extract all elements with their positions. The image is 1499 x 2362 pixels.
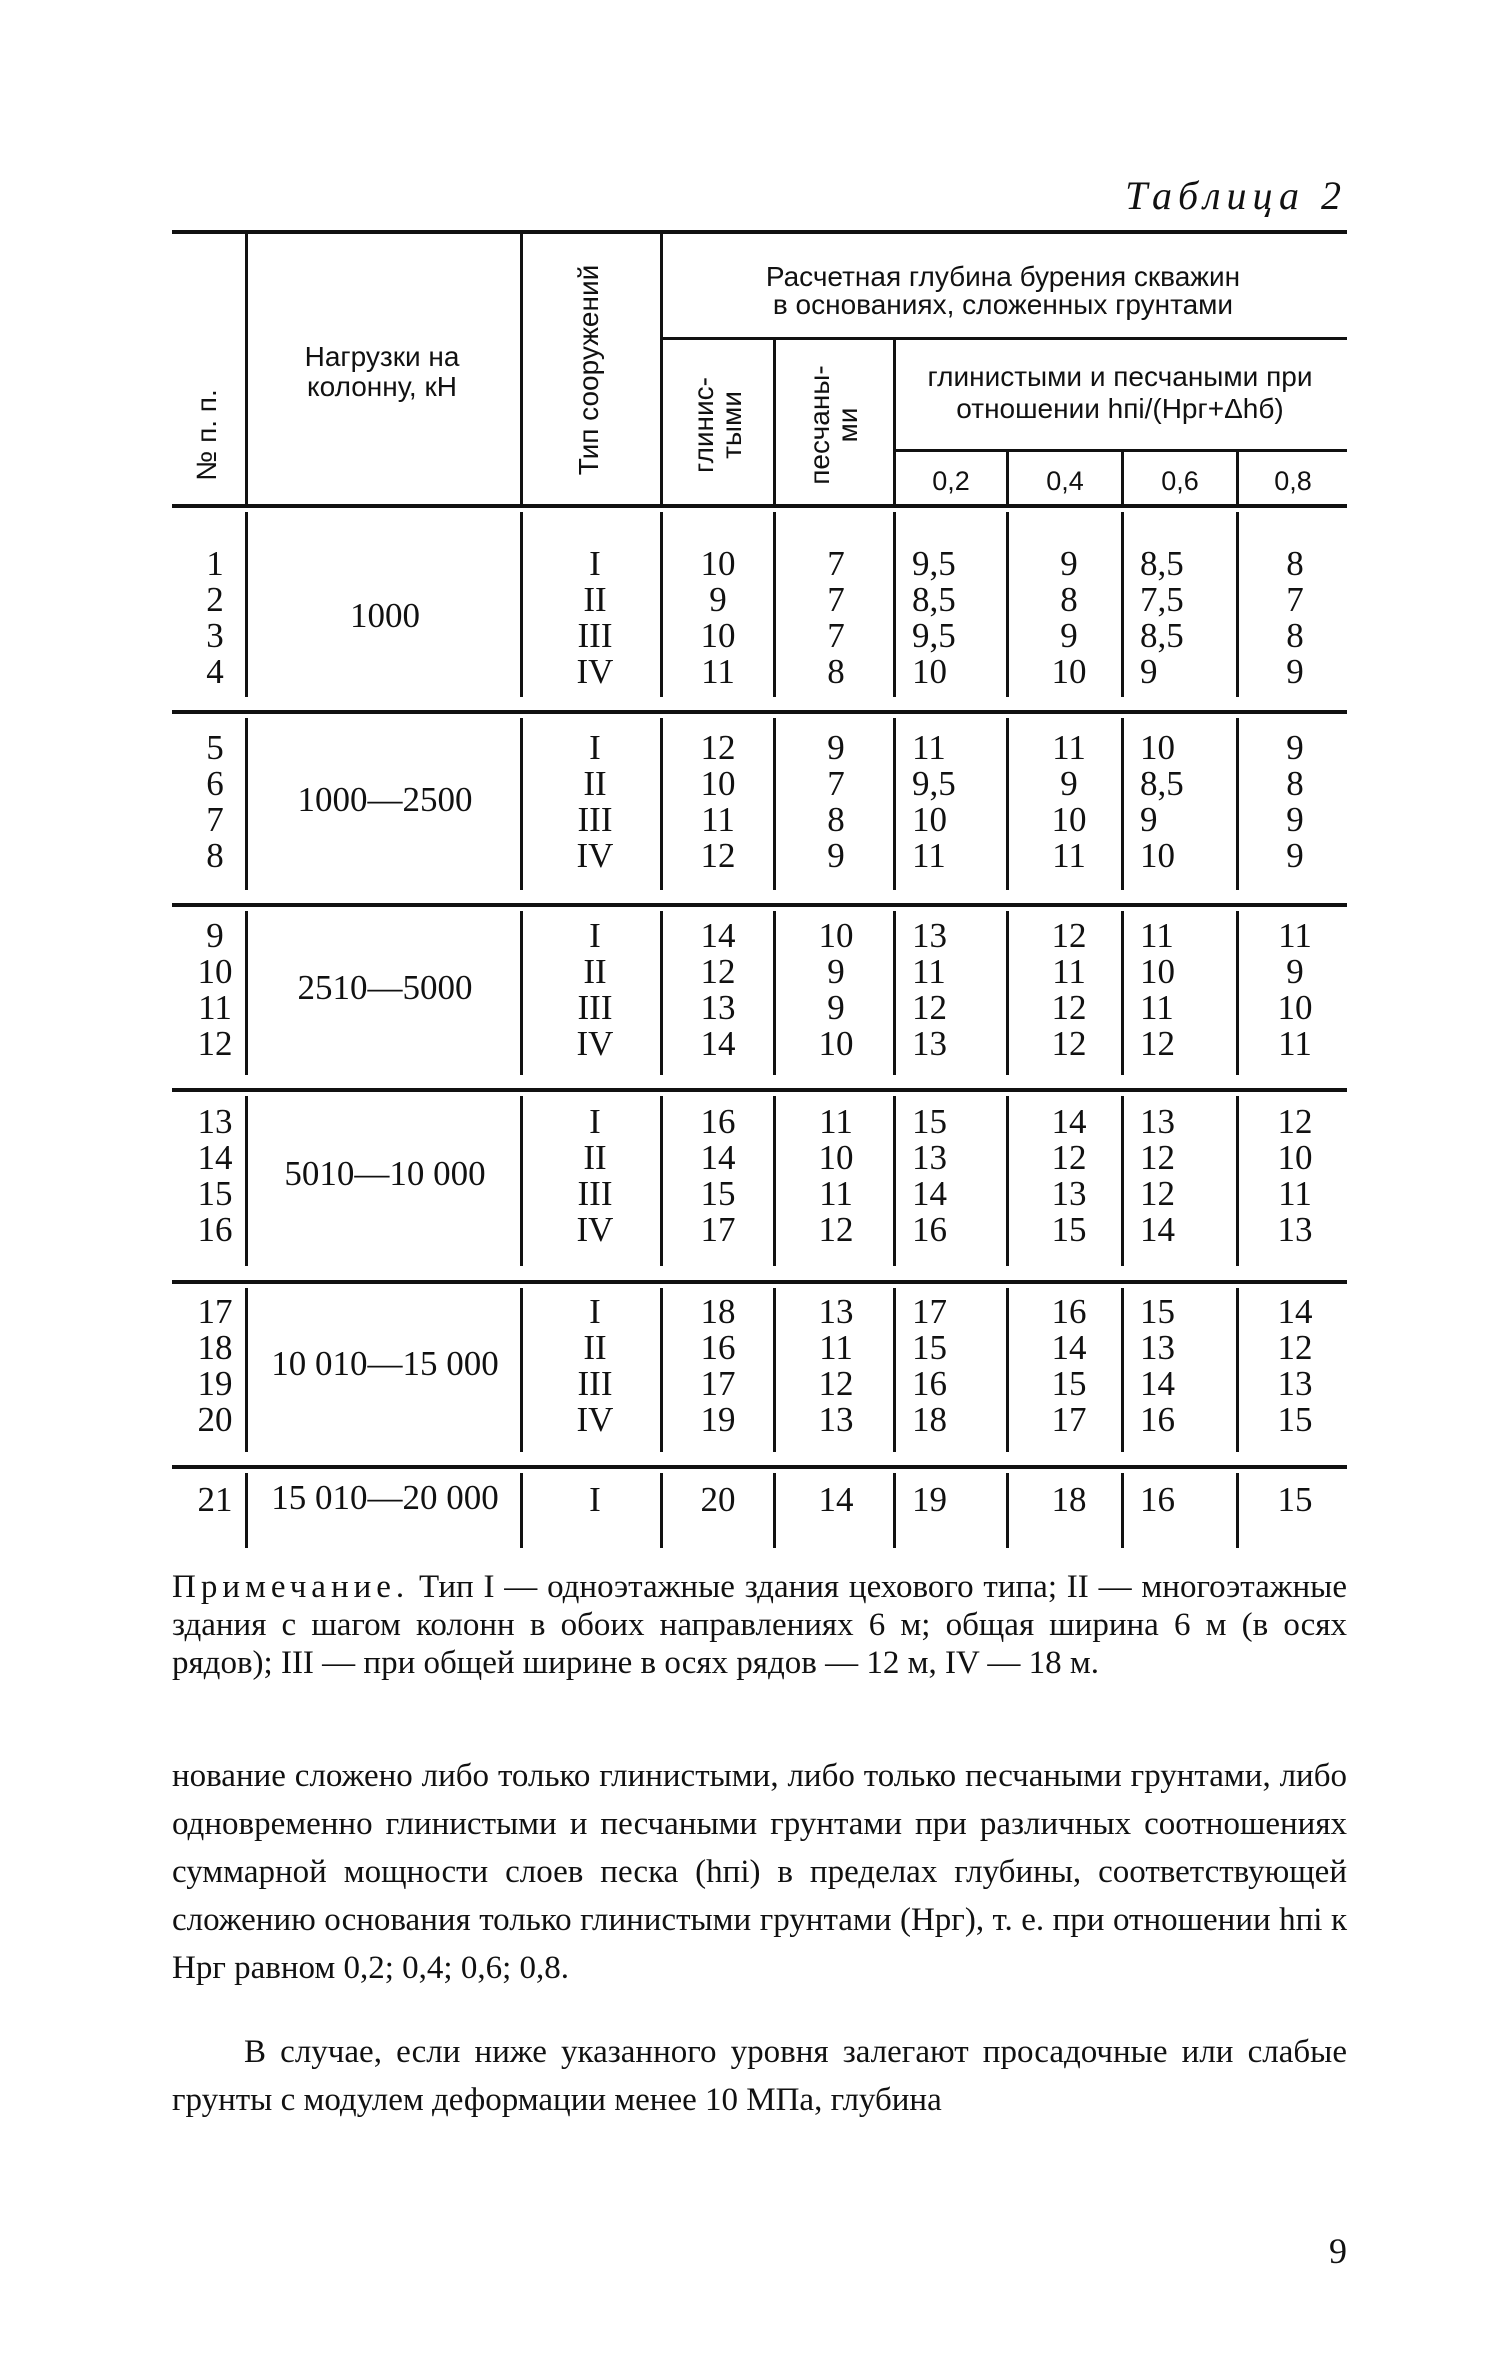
col-clay-group-5: [668, 1294, 768, 1438]
table-cell: 13: [912, 1024, 947, 1063]
col-nums-group-3: [190, 918, 240, 1062]
table-cell: 14: [1140, 1210, 1175, 1249]
table-cell: 19: [912, 1480, 947, 1519]
table-cell: 10: [1140, 728, 1175, 767]
table-cell: 13: [197, 1102, 233, 1141]
col-clay-group-3: [668, 918, 768, 1062]
table-cell: 4: [206, 652, 224, 691]
header-load: Нагрузки на колонну, кН: [304, 341, 460, 402]
col-r02-group-6: [912, 1482, 1002, 1518]
table-cell: 8: [1286, 764, 1304, 803]
table-cell: II: [583, 1138, 607, 1177]
header-depth-line1: Расчетная глубина бурения скважин: [765, 261, 1241, 292]
table-cell: 10: [1051, 652, 1087, 691]
table-cell: 11: [198, 988, 232, 1027]
table-cell: 11: [1052, 836, 1086, 875]
table-cell: 7: [1286, 580, 1304, 619]
load-range-group-6: 15 010—20 000: [271, 1478, 499, 1517]
table-cell: 10: [818, 1138, 854, 1177]
col-r08-group-1: [1250, 546, 1340, 690]
col-r08-group-5: [1250, 1294, 1340, 1438]
col-clay-group-6: [668, 1482, 768, 1518]
vline-hdr-1: [245, 232, 248, 504]
table-cell: 10: [1140, 952, 1175, 991]
col-types-group-5: [545, 1294, 645, 1438]
table-cell: I: [589, 544, 601, 583]
table-cell: 13: [912, 916, 947, 955]
header-rule-mixed: [893, 449, 1347, 452]
table-cell: 12: [700, 836, 736, 875]
note-text: Тип I — одноэтажные здания цехового типа; II — многоэтажные здания с шагом колонн в обоих направлениях 6 м; общая ширина 6 м (в осях рядов); III — при общей ширине в осях рядов — 12 м, IV — 18 м.: [172, 1569, 1347, 1681]
table-cell: III: [577, 1174, 613, 1213]
table-cell: 15: [1051, 1364, 1087, 1403]
table-cell: 12: [1140, 1174, 1175, 1213]
table-cell: 10: [818, 916, 854, 955]
col-clay-group-2: [668, 730, 768, 874]
table-cell: III: [577, 988, 613, 1027]
table-cell: 21: [197, 1480, 233, 1519]
table-cell: 14: [1051, 1102, 1087, 1141]
table-cell: 15: [912, 1102, 947, 1141]
col-r02-group-5: [912, 1294, 1002, 1438]
load-range-group-4: 5010—10 000: [284, 1154, 486, 1193]
col-nums-group-1: [190, 546, 240, 690]
col-sand-group-1: [786, 546, 886, 690]
table-cell: 16: [700, 1328, 736, 1367]
table-cell: 17: [700, 1364, 736, 1403]
table-cell: 10: [1140, 836, 1175, 875]
load-range-group-1: 1000: [350, 596, 420, 635]
table-cell: 9,5: [912, 764, 956, 803]
col-types-group-3: [545, 918, 645, 1062]
col-r04-group-2: [1024, 730, 1114, 874]
col-clay-group-4: [668, 1104, 768, 1248]
table-cell: I: [589, 1102, 601, 1141]
table-cell: 15: [700, 1174, 736, 1213]
table-cell: 9: [1140, 800, 1158, 839]
table-cell: 10: [700, 616, 736, 655]
table-cell: 8: [1286, 544, 1304, 583]
table-cell: 14: [912, 1174, 947, 1213]
table-cell: 20: [700, 1480, 736, 1519]
col-nums-group-6: [190, 1482, 240, 1518]
table-cell: II: [583, 764, 607, 803]
table-cell: 15: [1277, 1400, 1313, 1439]
table-note: [172, 1568, 1347, 1682]
table-cell: 16: [1140, 1480, 1175, 1519]
group-rule-4: [172, 1280, 1347, 1284]
table-cell: 15: [1140, 1292, 1175, 1331]
table-cell: 18: [912, 1400, 947, 1439]
table-cell: 11: [1278, 1174, 1312, 1213]
table-cell: 9: [827, 988, 845, 1027]
col-sand-group-5: [786, 1294, 886, 1438]
table-cell: 14: [700, 916, 736, 955]
table-cell: 8,5: [1140, 616, 1184, 655]
table-cell: 5: [206, 728, 224, 767]
table-cell: 12: [1051, 1138, 1087, 1177]
table-cell: 13: [818, 1292, 854, 1331]
table-cell: 9: [709, 580, 727, 619]
col-r08-group-3: [1250, 918, 1340, 1062]
table-cell: 12: [700, 728, 736, 767]
table-cell: I: [589, 1480, 601, 1519]
table-cell: 7: [206, 800, 224, 839]
load-range-group-5: 10 010—15 000: [271, 1344, 499, 1383]
group-rule-3: [172, 1088, 1347, 1092]
table-cell: IV: [576, 1024, 614, 1063]
table-cell: 14: [700, 1024, 736, 1063]
table-cell: 16: [700, 1102, 736, 1141]
table-cell: 8: [1286, 616, 1304, 655]
table-cell: 16: [1140, 1400, 1175, 1439]
table-cell: 9: [1060, 616, 1078, 655]
table-cell: 9: [827, 728, 845, 767]
table-cell: IV: [576, 652, 614, 691]
table-cell: 9: [1060, 764, 1078, 803]
header-depth-line2: в основаниях, сложенных грунтами: [772, 289, 1234, 320]
table-cell: 9: [827, 836, 845, 875]
table-cell: 11: [701, 652, 735, 691]
table-cell: 6: [206, 764, 224, 803]
table-cell: 12: [818, 1364, 854, 1403]
table-cell: 18: [1051, 1480, 1087, 1519]
table-cell: 9: [1286, 952, 1304, 991]
col-r04-group-6: [1024, 1482, 1114, 1518]
table-cell: 14: [1051, 1328, 1087, 1367]
col-r04-group-5: [1024, 1294, 1114, 1438]
table-cell: 12: [1051, 916, 1087, 955]
vline-hdr-3: [660, 232, 663, 504]
table-cell: 11: [912, 728, 946, 767]
table-cell: 11: [1052, 952, 1086, 991]
table-cell: 19: [700, 1400, 736, 1439]
col-types-group-2: [545, 730, 645, 874]
header-mixed-line1: глинистыми и песчаными при: [927, 361, 1313, 392]
table-cell: 8: [1060, 580, 1078, 619]
table-cell: 10: [700, 544, 736, 583]
table-cell: 9: [827, 952, 845, 991]
col-r04-group-1: [1024, 546, 1114, 690]
table-cell: 17: [197, 1292, 233, 1331]
table-label: Таблица 2: [1125, 173, 1347, 218]
col-nums-group-5: [190, 1294, 240, 1438]
table-cell: 10: [912, 800, 947, 839]
col-sand-group-6: [786, 1482, 886, 1518]
table-cell: 11: [819, 1102, 853, 1141]
col-r08-group-6: [1250, 1482, 1340, 1518]
table-cell: III: [577, 800, 613, 839]
table-cell: 8,5: [1140, 764, 1184, 803]
group-rule-1: [172, 710, 1347, 714]
col-r06-group-6: [1140, 1482, 1230, 1518]
table-cell: 11: [912, 836, 946, 875]
table-cell: 10: [700, 764, 736, 803]
table-cell: 14: [700, 1138, 736, 1177]
table-cell: 10: [818, 1024, 854, 1063]
table-cell: 16: [1051, 1292, 1087, 1331]
col-sand-group-2: [786, 730, 886, 874]
col-r04-group-4: [1024, 1104, 1114, 1248]
table-cell: 7: [827, 764, 845, 803]
col-r02-group-1: [912, 546, 1002, 690]
header-sand: песчаны-ми: [804, 365, 863, 485]
header-ratio-02: 0,2: [932, 466, 970, 496]
table-cell: 1: [206, 544, 224, 583]
col-nums-group-4: [190, 1104, 240, 1248]
body-paragraph-2: В случае, если ниже указанного уровня залегают просадочные или слабые грунты с модулем деформации менее 10 МПа, глубина: [172, 2034, 1347, 2118]
table-cell: I: [589, 1292, 601, 1331]
table-cell: 7: [827, 580, 845, 619]
header-rule-depth: [660, 337, 1347, 340]
table-cell: 14: [197, 1138, 233, 1177]
table-cell: 7,5: [1140, 580, 1184, 619]
table-cell: 9: [1286, 728, 1304, 767]
table-cell: 16: [912, 1210, 947, 1249]
table-cell: 11: [912, 952, 946, 991]
table-cell: 16: [197, 1210, 233, 1249]
load-range-group-2: 1000—2500: [297, 780, 473, 819]
table-cell: 18: [197, 1328, 233, 1367]
table-cell: 19: [197, 1364, 233, 1403]
col-r02-group-4: [912, 1104, 1002, 1248]
table-cell: 12: [700, 952, 736, 991]
table-cell: 11: [819, 1328, 853, 1367]
table-cell: 9,5: [912, 544, 956, 583]
col-sand-group-4: [786, 1104, 886, 1248]
group-rule-2: [172, 903, 1347, 907]
table-cell: 15: [197, 1174, 233, 1213]
table-cell: 13: [1051, 1174, 1087, 1213]
col-r06-group-2: [1140, 730, 1230, 874]
col-r06-group-3: [1140, 918, 1230, 1062]
table-cell: 17: [700, 1210, 736, 1249]
vline-hdr-4: [773, 340, 776, 504]
table-cell: 9: [1286, 800, 1304, 839]
group-rule-5: [172, 1465, 1347, 1469]
table-cell: 12: [1051, 1024, 1087, 1063]
col-r06-group-4: [1140, 1104, 1230, 1248]
table-cell: 16: [912, 1364, 947, 1403]
table-cell: 12: [197, 1024, 233, 1063]
table-cell: 9: [1060, 544, 1078, 583]
col-r06-group-5: [1140, 1294, 1230, 1438]
table-top-rule: [172, 230, 1347, 234]
table-cell: 8: [827, 800, 845, 839]
table-cell: 8,5: [912, 580, 956, 619]
col-r04-group-3: [1024, 918, 1114, 1062]
col-r02-group-2: [912, 730, 1002, 874]
table-cell: 13: [700, 988, 736, 1027]
table-cell: 20: [197, 1400, 233, 1439]
table-cell: III: [577, 616, 613, 655]
header-ratio-08: 0,8: [1274, 466, 1312, 496]
table-cell: 10: [1051, 800, 1087, 839]
table-cell: 12: [1051, 988, 1087, 1027]
table-cell: 10: [197, 952, 233, 991]
table-cell: 9: [1286, 836, 1304, 875]
table-cell: 13: [1140, 1102, 1175, 1141]
table-cell: 8,5: [1140, 544, 1184, 583]
table-cell: 13: [1140, 1328, 1175, 1367]
table-cell: 9: [206, 916, 224, 955]
header-bottom-rule: [172, 504, 1347, 508]
header-num: № п. п.: [191, 389, 222, 481]
table-cell: I: [589, 728, 601, 767]
vline-hdr-2: [520, 232, 523, 504]
table-cell: 13: [1277, 1364, 1313, 1403]
table-cell: I: [589, 916, 601, 955]
table-cell: 2: [206, 580, 224, 619]
header-type: Тип сооружений: [573, 264, 604, 476]
table-cell: 11: [1140, 988, 1174, 1027]
page-number: 9: [1329, 2231, 1347, 2271]
col-r02-group-3: [912, 918, 1002, 1062]
col-nums-group-2: [190, 730, 240, 874]
table-cell: 13: [1277, 1210, 1313, 1249]
load-range-group-3: 2510—5000: [297, 968, 473, 1007]
table-cell: IV: [576, 1210, 614, 1249]
table-cell: 12: [1140, 1024, 1175, 1063]
table-cell: 17: [912, 1292, 947, 1331]
table-cell: 18: [700, 1292, 736, 1331]
col-sand-group-3: [786, 918, 886, 1062]
table-cell: 10: [1277, 1138, 1313, 1177]
table-cell: 13: [818, 1400, 854, 1439]
header-ratio-06: 0,6: [1161, 466, 1199, 496]
table-cell: IV: [576, 1400, 614, 1439]
col-types-group-1: [545, 546, 645, 690]
table-cell: 12: [912, 988, 947, 1027]
table-cell: 9: [1286, 652, 1304, 691]
table-cell: II: [583, 952, 607, 991]
table-cell: 7: [827, 544, 845, 583]
col-types-group-4: [545, 1104, 645, 1248]
body-paragraph-1: нование сложено либо только глинистыми, либо только песчаными грунтами, либо одновременно глинистыми и песчаными грунтами при различных соотношениях суммарной мощности слоев песка (hпi) в пределах глубины, соответствующей сложению основания только глинистыми грунтами (Hрг), т. е. при отношении hпi к Hрг равном 0,2; 0,4; 0,6; 0,8.: [172, 1758, 1347, 1986]
table-cell: III: [577, 1364, 613, 1403]
table-cell: 13: [912, 1138, 947, 1177]
table-cell: 8: [206, 836, 224, 875]
table-cell: 12: [1277, 1102, 1313, 1141]
table-cell: 11: [1140, 916, 1174, 955]
col-clay-group-1: [668, 546, 768, 690]
header-ratio-04: 0,4: [1046, 466, 1084, 496]
col-r06-group-1: [1140, 546, 1230, 690]
table-cell: 12: [1140, 1138, 1175, 1177]
table-cell: 11: [701, 800, 735, 839]
col-types-group-6: [545, 1482, 645, 1518]
table-cell: 3: [206, 616, 224, 655]
col-r08-group-2: [1250, 730, 1340, 874]
table-cell: 10: [1277, 988, 1313, 1027]
table-cell: 17: [1051, 1400, 1087, 1439]
table-cell: II: [583, 1328, 607, 1367]
col-r08-group-4: [1250, 1104, 1340, 1248]
table-cell: 10: [912, 652, 947, 691]
table-cell: 8: [827, 652, 845, 691]
table-cell: 15: [1277, 1480, 1313, 1519]
table-cell: 15: [1051, 1210, 1087, 1249]
table-cell: 11: [1052, 728, 1086, 767]
note-label: Примечание.: [172, 1569, 410, 1605]
table-cell: 11: [819, 1174, 853, 1213]
table-cell: 11: [1278, 1024, 1312, 1063]
table-cell: 14: [1277, 1292, 1313, 1331]
header-clay: глинис-тыми: [688, 377, 747, 474]
table-cell: 14: [818, 1480, 854, 1519]
table-cell: 11: [1278, 916, 1312, 955]
header-mixed-line2: отношении hпi/(Hрг+Δhб): [956, 393, 1284, 424]
table-cell: IV: [576, 836, 614, 875]
table-cell: 7: [827, 616, 845, 655]
table-cell: 9,5: [912, 616, 956, 655]
table-cell: II: [583, 580, 607, 619]
table-cell: 15: [912, 1328, 947, 1367]
table-cell: 9: [1140, 652, 1158, 691]
table-cell: 12: [1277, 1328, 1313, 1367]
table-cell: 12: [818, 1210, 854, 1249]
table-cell: 14: [1140, 1364, 1175, 1403]
